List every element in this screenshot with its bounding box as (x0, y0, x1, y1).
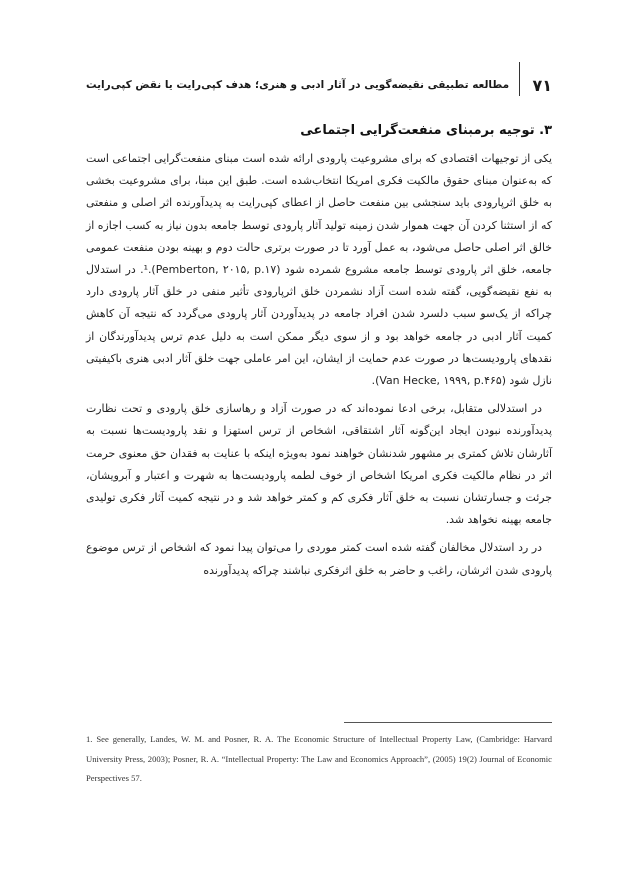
paragraph: در رد استدلال مخالفان گفته شده است کمتر موردی را می‌توان پیدا نمود که اشخاص از ترس موضوع پارودی شدن اثرشان، راغب و حاضر به خلق اثرفکری نباشند چراکه پدیدآورنده (86, 541, 552, 577)
paragraph: در استدلالی متقابل، برخی ادعا نموده‌اند که در صورت آزاد و رهاسازی خلق پارودی و تحت نظارت پدیدآورنده نبودن ایجاد این‌گونه آثار اشتقاقی، اشخاص از ترس استهزا و نقد پارودیست‌ها نسبت به آثارشان تلاش کمتری بر مشهور شدنشان خواهند نمود به‌ویژه اینکه با عنایت به فقدان حق معنوی حرمت اثر در نظام مالکیت فکری امریکا اشخاص از خوف لطمه پارودیست‌ها به شهرت و اعتبار و آبرویشان، جرئت و جسارتشان نسبت به خلق آثار فکری کم و کمتر خواهد شد و در نتیجه کمیت آثار فکری تولیدی جامعه بهینه نخواهد شد. (86, 402, 552, 527)
paragraph: یکی از توجیهات اقتصادی که برای مشروعیت پارودی ارائه شده است مبنای منفعت‌گرایی اجتماعی است که به‌عنوان مبنای حقوق مالکیت فکری امریکا انتخاب‌شده است. طبق این مبنا، برای مشروعیت بخشی به خلق اثرپارودی باید سنجشی بین منفعت حاصل از اعطای کپی‌رایت به پدیدآورنده اثر اصلی و منفعتی که از استثنا کردن آن جهت هموار شدن زمینه تولید آثار پارودی توسط جامعه بدون نیاز به کسب اجازه از خالق اثر اصلی حاصل می‌شود، به عمل آورد تا در صورت برتری حالت دوم و بهینه بودن منفعت عمومی جامعه، خلق اثر پارودی توسط جامعه مشروع شمرده شود (Pemberton, ۲۰۱۵, p.۱۷).¹. در استدلال به نفع نقیضه‌گویی، گفته شده است آزاد نشمردن خلق اثرپارودی تأثیر منفی در خلق آثار پارودی دارد چراکه از یک‌سو سبب دلسرد شدن افراد جامعه در پدیدآوردن آثار پارودی می‌گردد که نتیجه آن کاهش کمیت آثار ادبی در جامعه خواهد بود و از سوی دیگر ممکن است به دلیل عدم ترس پدیدآورندگان از نقدهای پارودیست‌ها در صورت عدم حمایت از ایشان، این امر عاملی جهت خلق آثار ادبی هنری باکیفیتی نازل شود (Van Hecke, ۱۹۹۹, p.۴۶۵). (86, 152, 553, 388)
running-header (86, 74, 552, 96)
main-content (86, 120, 552, 588)
running-title: مطالعه تطبیقی نقیضه‌گویی در آثار ادبی و هنری؛ هدف کپی‌رایت یا نقض کپی‌رایت (86, 79, 510, 91)
page-number: ۷۱ (532, 75, 552, 95)
footnote-divider (344, 722, 552, 723)
footnote: 1. See generally, Landes, W. M. and Posner, R. A. The Economic Structure of Intellectual Property Law, (Cambridge: Harvard University Press, 2003); Posner, R. A. “Intellectual Property: The Law and Economics Approach”, (2005) 19(2) Journal of Economic Perspectives 57. (86, 734, 552, 783)
section-heading: ۳. توجیه برمبنای منفعت‌گرایی اجتماعی (300, 123, 552, 138)
header-divider (519, 62, 520, 96)
